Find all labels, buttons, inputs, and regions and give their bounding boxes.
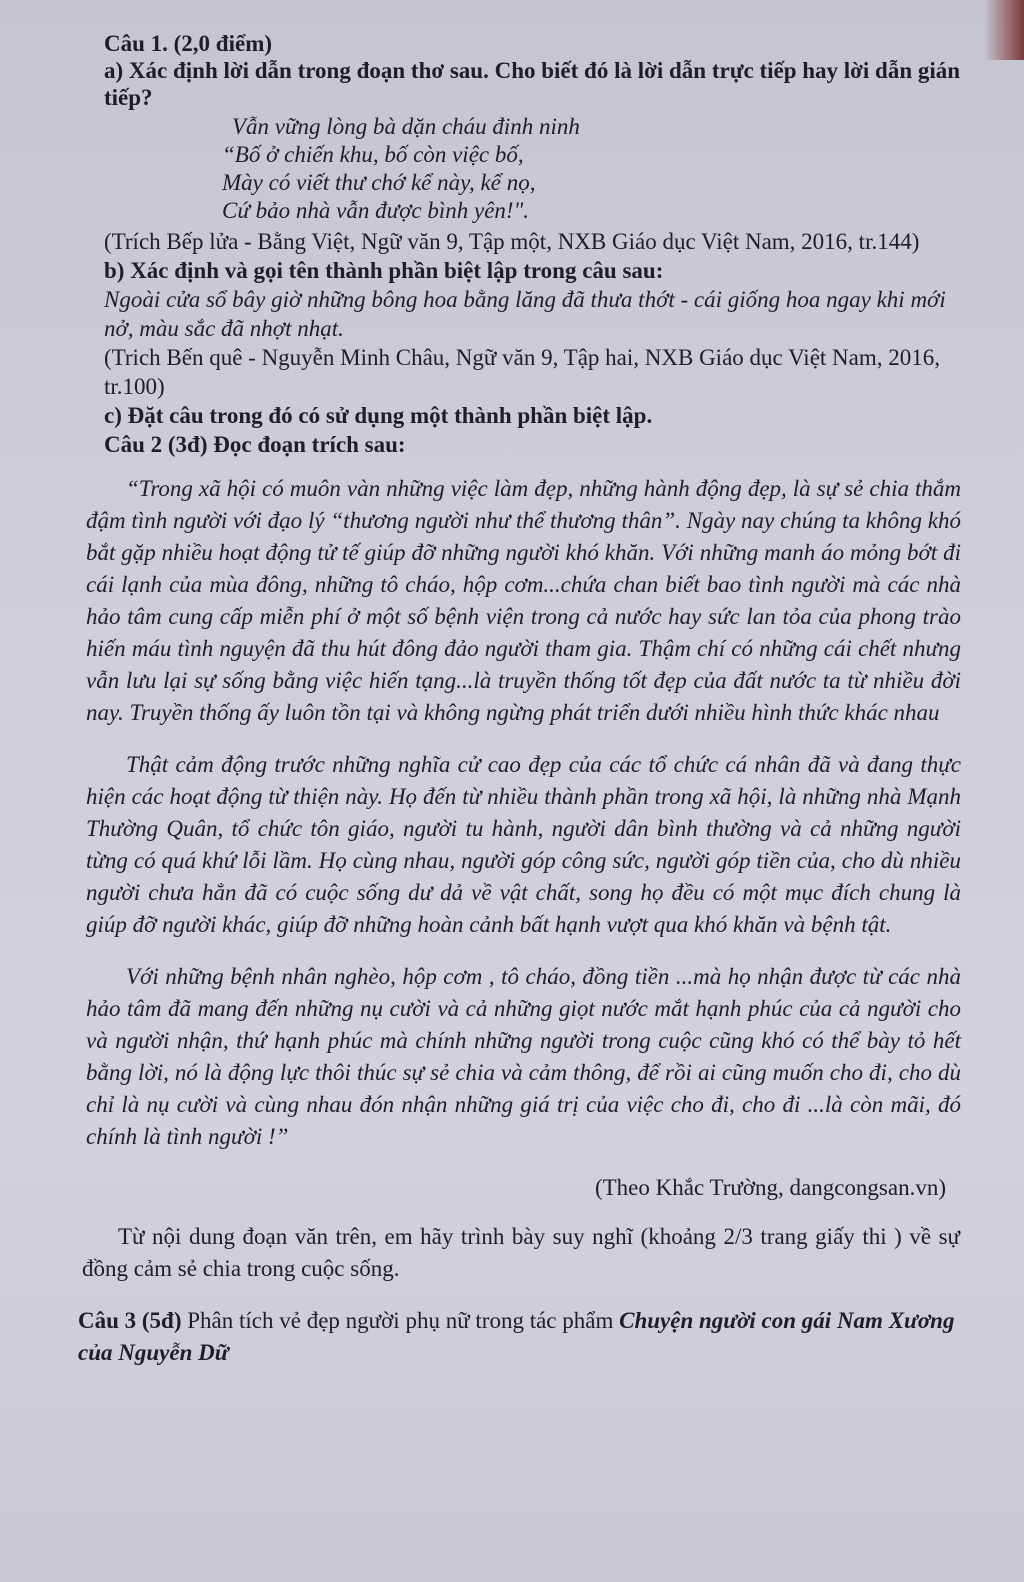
- poem-line: Cứ bảo nhà vẫn được bình yên!".: [222, 198, 529, 223]
- passage-source: (Theo Khắc Trường, dangcongsan.vn): [594, 1175, 946, 1200]
- q2-task: Từ nội dung đoạn văn trên, em hãy trình bày suy nghĩ (khoảng 2/3 trang giấy thi ) về sự đồng cảm sẻ chia trong cuộc sống.: [82, 1224, 960, 1281]
- q1a-prompt: a) Xác định lời dẫn trong đoạn thơ sau. Cho biết đó là lời dẫn trực tiếp hay lời dẫn gián tiếp?: [104, 58, 961, 110]
- q3-label: Câu 3 (5đ): [78, 1308, 182, 1333]
- q2-heading: Câu 2 (3đ) Đọc đoạn trích sau:: [104, 432, 406, 457]
- q3-text: Phân tích vẻ đẹp người phụ nữ trong tác phẩm: [181, 1308, 620, 1333]
- q1b-source: (Trich Bến quê - Nguyễn Minh Châu, Ngữ văn 9, Tập hai, NXB Giáo dục Việt Nam, 2016, tr.100): [104, 345, 940, 399]
- passage-paragraph: Với những bệnh nhân nghèo, hộp cơm , tô cháo, đồng tiền ...mà họ nhận được từ các nhà hảo tâm đã mang đến những nụ cười và cả những giọt nước mắt hạnh phúc của cả người cho và người nhận, thứ hạnh phúc mà chính những người trong cuộc cũng khó có thể bày tỏ hết bằng lời, nó là động lực thôi thúc sự sẻ chia và cảm thông, để rồi ai cũng muốn cho đi, cho dù chỉ là nụ cười và cùng nhau đón nhận những giá trị của việc cho đi, cho đi ...là còn mãi, đó chính là tình người !”: [86, 964, 961, 1149]
- exam-content: [78, 30, 964, 1369]
- reading-passage: [86, 473, 961, 1153]
- q1b-sentence: Ngoài cửa sổ bây giờ những bông hoa bằng lăng đã thưa thớt - cái giống hoa ngay khi mới nở, màu sắc đã nhợt nhạt.: [104, 287, 946, 341]
- poem-line: “Bố ở chiến khu, bố còn việc bố,: [222, 142, 524, 167]
- q1c-prompt: c) Đặt câu trong đó có sử dụng một thành phần biệt lập.: [104, 403, 653, 428]
- passage-paragraph: “Trong xã hội có muôn vàn những việc làm đẹp, những hành động đẹp, là sự sẻ chia thắm đậm tình người với đạo lý “thương người như thể thương thân”. Ngày nay chúng ta không khó bắt gặp nhiều hoạt động tử tế giúp đỡ những người khó khăn. Với những manh áo mỏng bớt đi cái lạnh của mùa đông, những tô cháo, hộp cơm...chứa chan biết bao tình người mà các nhà hảo tâm cung cấp miễn phí ở một số bệnh viện trong cả nước hay sức lan tỏa của phong trào hiến máu tình nguyện đã thu hút đông đảo người tham gia. Thậm chí có những cái chết nhưng vẫn lưu lại sự sống bằng việc hiến tạng...là truyền thống tốt đẹp của đất nước ta từ nhiều đời nay. Truyền thống ấy luôn tồn tại và không ngừng phát triển dưới nhiều hình thức khác nhau: [86, 476, 961, 725]
- q1b-prompt: b) Xác định và gọi tên thành phần biệt lập trong câu sau:: [104, 258, 664, 283]
- q3-work-title: Chuyện người con gái Nam Xương của Nguyễn Dữ: [78, 1308, 955, 1365]
- q3-prompt: [78, 1305, 958, 1369]
- passage-paragraph: Thật cảm động trước những nghĩa cử cao đẹp của các tổ chức cá nhân đã và đang thực hiện các hoạt động từ thiện này. Họ đến từ nhiều thành phần trong xã hội, là những nhà Mạnh Thường Quân, tổ chức tôn giáo, người tu hành, người dân bình thường và cả những người từng có quá khứ lỗi lầm. Họ cùng nhau, người góp công sức, người góp tiền của, cho dù nhiều người chưa hẳn đã có cuộc sống dư dả về vật chất, song họ đều có một mục đích chung là giúp đỡ người khác, giúp đỡ những hoàn cảnh bất hạnh vượt qua khó khăn và bệnh tật.: [86, 752, 961, 937]
- page-edge: [984, 0, 1024, 60]
- poem-line: Mày có viết thư chớ kể này, kể nọ,: [222, 170, 536, 195]
- q1a-source: (Trích Bếp lửa - Bằng Việt, Ngữ văn 9, Tập một, NXB Giáo dục Việt Nam, 2016, tr.144): [104, 229, 920, 254]
- poem-excerpt: [222, 113, 964, 225]
- q1-heading: Câu 1. (2,0 điểm): [104, 31, 273, 56]
- poem-line: Vẫn vững lòng bà dặn cháu đinh ninh: [232, 114, 580, 139]
